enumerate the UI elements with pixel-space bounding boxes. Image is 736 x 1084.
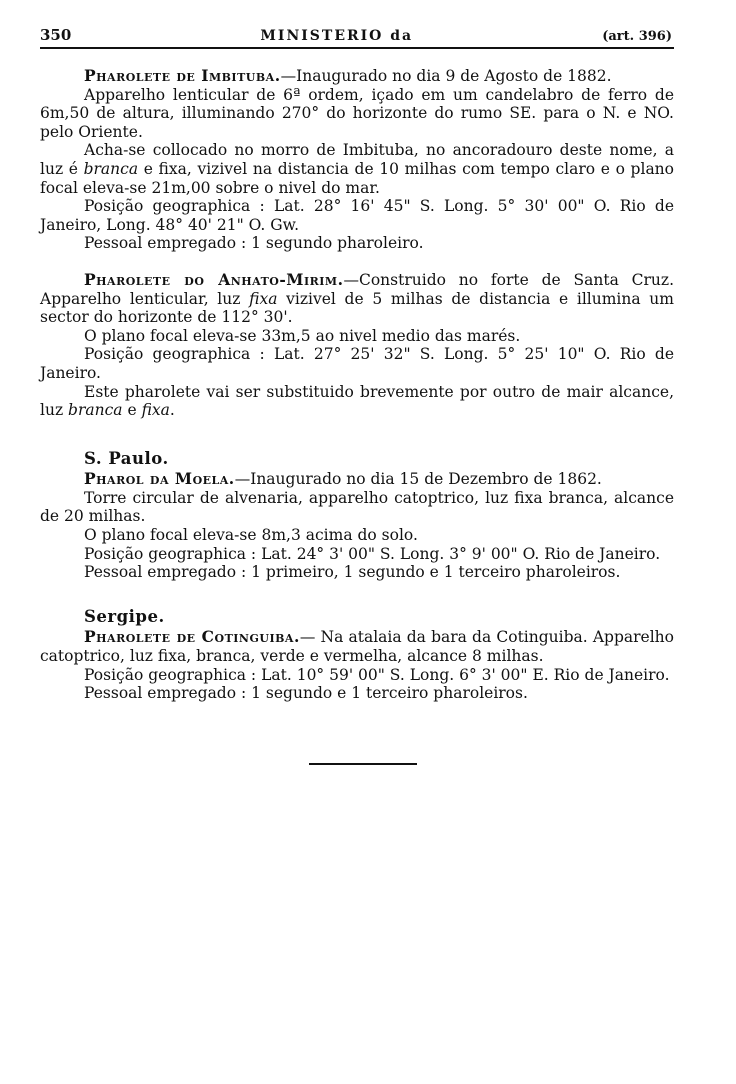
entry-paragraph: O plano focal eleva-se 33m,5 ao nivel medio das marés. bbox=[84, 326, 521, 345]
entry-lead-paragraph bbox=[40, 271, 674, 327]
entry-paragraph: Posição geographica : Lat. 10° 59' 00" S. Long. 6° 3' 00" E. Rio de Janeiro. bbox=[84, 665, 670, 684]
entry-paragraph: Posição geographica : Lat. 28° 16' 45" S. Long. 5° 30' 00" O. Rio de Janeiro, Long. 48° 40' 21" O. Gw. bbox=[40, 197, 674, 234]
entry-name: Pharolete de Imbituba. bbox=[84, 66, 281, 85]
entry-name: Pharolete do Anhato-Mirim. bbox=[84, 269, 344, 289]
page bbox=[40, 26, 674, 765]
entry-paragraph: Pessoal empregado : 1 primeiro, 1 segundo e 1 terceiro pharoleiros. bbox=[84, 563, 621, 582]
entry-name: Pharol da Moela. bbox=[84, 469, 235, 489]
lighthouse-entry-moela bbox=[40, 470, 674, 582]
entry-lead-text: —Inaugurado no dia 15 de Dezembro de 1862. bbox=[234, 470, 602, 489]
entry-lead-paragraph bbox=[40, 628, 674, 665]
entry-paragraph: Pessoal empregado : 1 segundo e 1 terceiro pharoleiros. bbox=[84, 684, 528, 703]
section-divider bbox=[309, 763, 417, 765]
page-body bbox=[40, 67, 674, 765]
running-title: MINISTERIO da bbox=[260, 28, 414, 44]
entry-lead-text: —Construido no forte de Santa Cruz. Apparelho lenticular, luz fixa vizivel de 5 milhas de distancia e illumina um sector do horizonte de 112° 30'. bbox=[40, 270, 675, 327]
entry-lead-text: — Na atalaia da bara da Cotinguiba. Apparelho catoptrico, luz fixa, branca, verde e vermelha, alcance 8 milhas. bbox=[40, 628, 674, 666]
entry-paragraph: Posição geographica : Lat. 24° 3' 00" S. Long. 3° 9' 00" O. Rio de Janeiro. bbox=[84, 544, 661, 563]
province-heading-sao-paulo: S. Paulo. bbox=[84, 448, 169, 468]
lighthouse-entry-imbituba bbox=[40, 67, 674, 253]
province-heading-sergipe: Sergipe. bbox=[84, 606, 165, 626]
entry-paragraph: Torre circular de alvenaria, apparelho catoptrico, luz fixa branca, alcance de 20 milhas. bbox=[40, 488, 674, 526]
page-number: 350 bbox=[40, 26, 72, 44]
entry-lead-text: —Inaugurado no dia 9 de Agosto de 1882. bbox=[280, 67, 612, 85]
entry-lead-paragraph bbox=[40, 67, 674, 86]
entry-paragraph: Acha-se collocado no morro de Imbituba, no ancoradouro deste nome, a luz é branca e fixa, vizivel na distancia de 10 milhas com tempo claro e o plano focal eleva-se 21m,00 sobre o nivel do mar. bbox=[40, 141, 674, 197]
entry-paragraph: Apparelho lenticular de 6ª ordem, içado em um candelabro de ferro de 6m,50 de altura, illuminando 270° do horizonte do rumo SE. para o N. e NO. pelo Oriente. bbox=[40, 85, 674, 141]
article-reference: (art. 396) bbox=[602, 29, 672, 44]
lighthouse-entry-cotinguiba bbox=[40, 628, 674, 702]
entry-paragraph: Este pharolete vai ser substituido brevemente por outro de mair alcance, luz branca e fixa. bbox=[40, 382, 674, 420]
entry-paragraph: Posição geographica : Lat. 27° 25' 32" S. Long. 5° 25' 10" O. Rio de Janeiro. bbox=[40, 345, 674, 382]
entry-paragraph: O plano focal eleva-se 8m,3 acima do solo. bbox=[84, 526, 418, 545]
entry-name: Pharolete de Cotinguiba. bbox=[84, 627, 300, 647]
entry-lead-paragraph bbox=[40, 470, 674, 489]
lighthouse-entry-anhato-mirim bbox=[40, 271, 674, 420]
running-head bbox=[40, 26, 674, 49]
entry-paragraph: Pessoal empregado : 1 segundo pharoleiro. bbox=[84, 234, 424, 253]
